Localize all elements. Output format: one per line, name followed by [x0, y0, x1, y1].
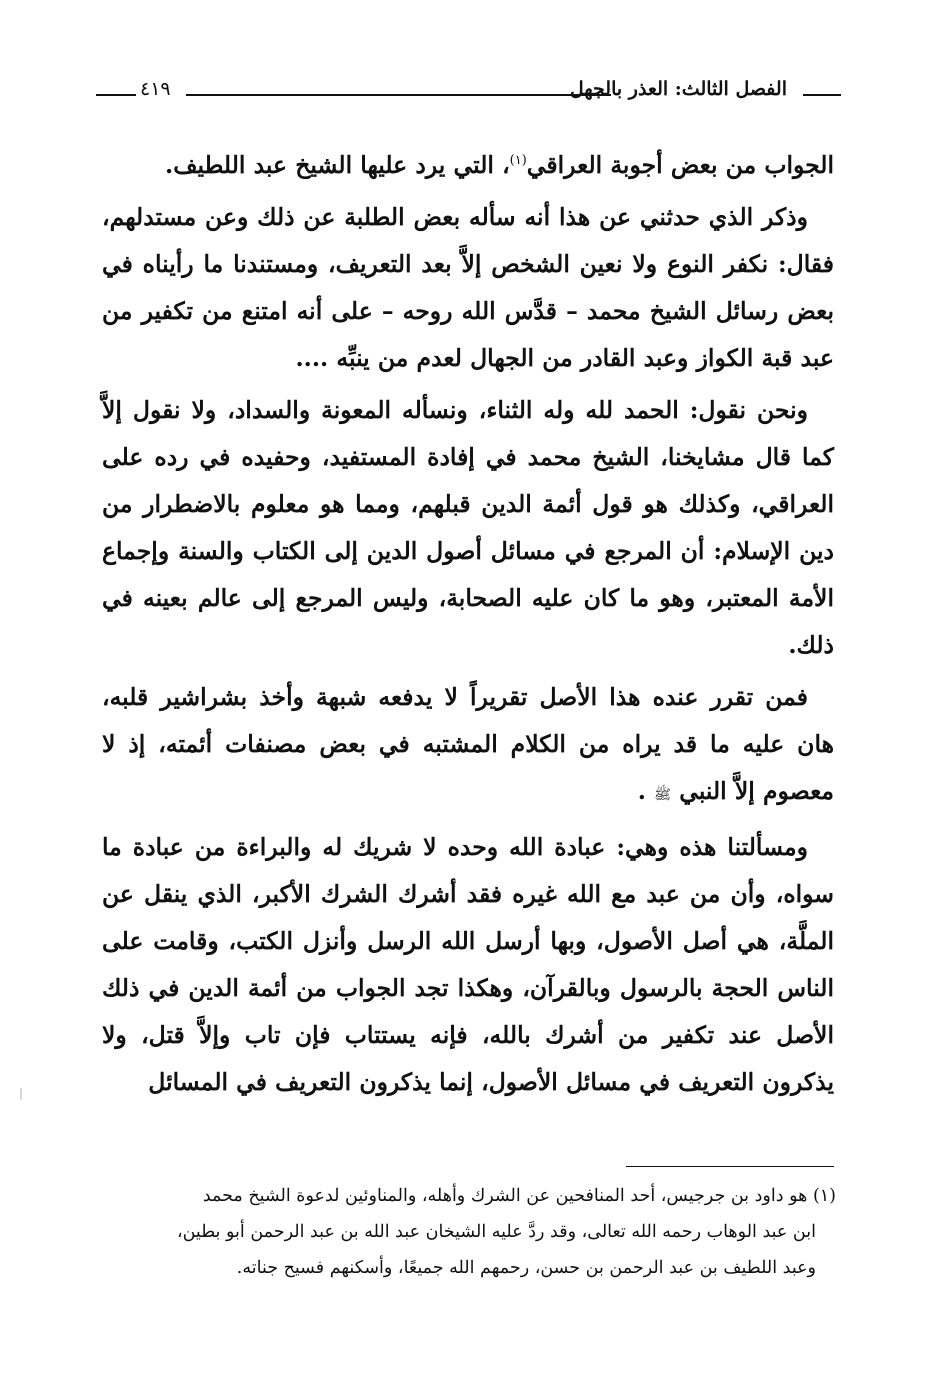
body-text [102, 142, 834, 1111]
paragraph-1-text-end: ، التي يرد عليها الشيخ عبد اللطيف. [165, 151, 510, 179]
running-header [96, 80, 841, 110]
paragraph-5: ومسألتنا هذه وهي: عبادة الله وحده لا شريك له والبراءة من عبادة ما سواه، وأن من عبد مع الله غيره فقد أشرك الشرك الأكبر، الذي ينقل عن الملَّة، هي أصل الأصول، وبها أرسل الله الرسل وأنزل الكتب، وقامت على الناس الحجة بالرسول وبالقرآن، وهكذا تجد الجواب من أئمة الدين في ذلك الأصل عند تكفير من أشرك بالله، فإنه يستتاب فإن تاب وإلاَّ قتل، ولا يذكرون التعريف في مسائل الأصول، إنما يذكرون التعريف في المسائل [102, 833, 834, 1096]
chapter-title: الفصل الثالث: العذر بالجهل [569, 78, 787, 100]
paragraph-3: ونحن نقول: الحمد لله وله الثناء، ونسأله المعونة والسداد، ولا نقول إلاَّ كما قال مشايخنا، الشيخ محمد في إفادة المستفيد، وحفيده في رده على العراقي، وكذلك هو قول أئمة الدين قبلهم، ومما هو معلوم بالاضطرار من دين الإسلام: أن المرجع في مسائل أصول الدين إلى الكتاب والسنة وإجماع الأمة المعتبر، وهو ما كان عليه الصحابة، وليس المرجع إلى عالم بعينه في ذلك. [102, 396, 834, 659]
footnote-1-line-2: ابن عبد الوهاب رحمه الله تعالى، وقد ردَّ عليه الشيخان عبد الله بن عبد الرحمن أبو بطين، [176, 1222, 816, 1242]
header-rule-middle [186, 94, 611, 96]
paragraph-1-text: الجواب من بعض أجوبة العراقي [526, 151, 834, 179]
footnotes [130, 1178, 836, 1286]
footnote-1-marker: (١) [812, 1186, 836, 1206]
header-rule-right [803, 94, 841, 96]
page-number: ٤١٩ [140, 78, 171, 100]
footnote-reference[interactable]: (١) [509, 153, 527, 169]
footnote-1-text-1: هو داود بن جرجيس، أحد المنافحين عن الشرك وأهله، والمناوئين لدعوة الشيخ محمد [202, 1186, 808, 1206]
footnote-separator [626, 1166, 834, 1167]
paragraph-4-end: . [637, 777, 655, 805]
paragraph-1 [102, 142, 834, 189]
header-rule-left [96, 94, 136, 96]
salutation-glyph: ﷺ [654, 787, 672, 803]
paragraph-2: وذكر الذي حدثني عن هذا أنه سأله بعض الطلبة عن ذلك وعن مستدلهم، فقال: نكفر النوع ولا نعين الشخص إلاَّ بعد التعريف، ومستندنا ما رأيناه في بعض رسائل الشيخ محمد – قدَّس الله روحه – على أنه امتنع من تكفير من عبد قبة الكواز وعبد القادر من الجهال لعدم من ينبِّه .... [102, 203, 834, 372]
scan-mark [20, 1088, 22, 1100]
paragraph-4-text: فمن تقرر عنده هذا الأصل تقريراً لا يدفعه شبهة وأخذ بشراشير قلبه، هان عليه ما قد يراه من الكلام المشتبه في بعض مصنفات أئمته، إذ لا معصوم إلاَّ النبي [102, 683, 834, 805]
footnote-1-line-3: وعبد اللطيف بن عبد الرحمن بن حسن، رحمهم الله جميعًا، وأسكنهم فسيح جناته. [236, 1258, 816, 1278]
footnote-1-line-1 [130, 1178, 836, 1214]
paragraph-4 [102, 674, 834, 819]
